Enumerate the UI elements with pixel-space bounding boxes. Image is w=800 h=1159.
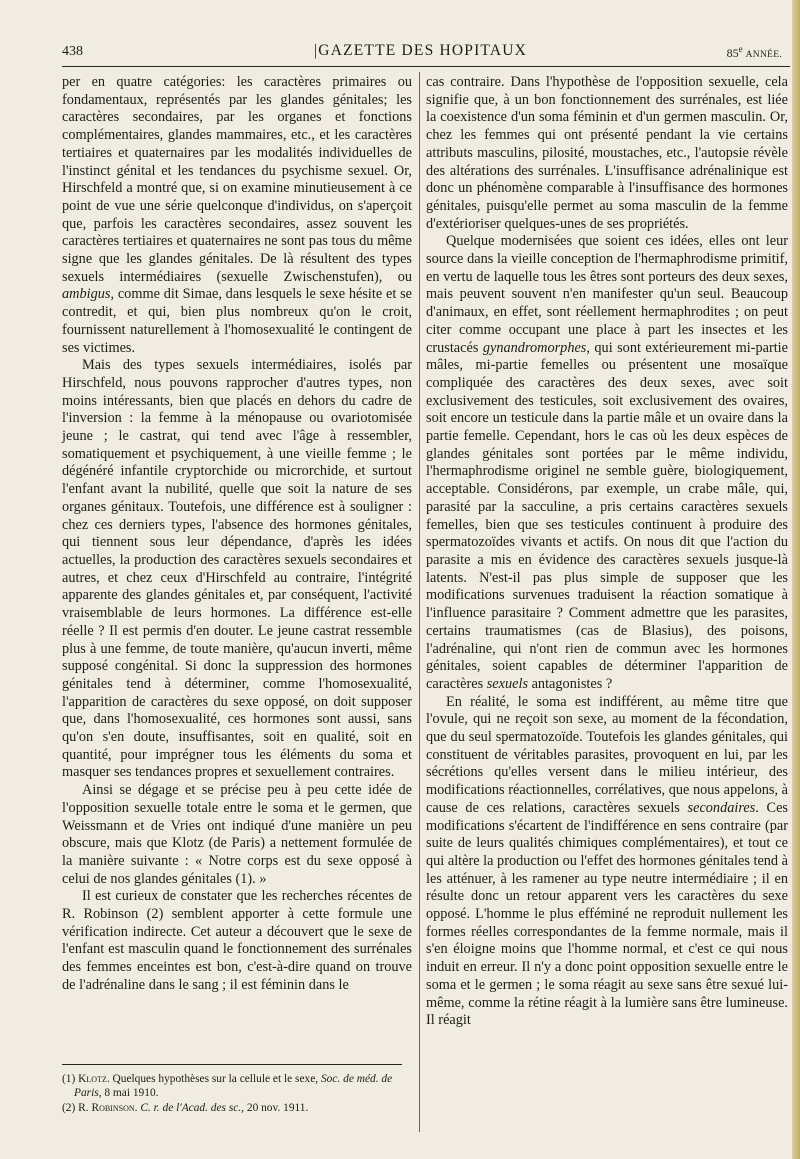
left-column <box>62 74 412 995</box>
footnote-1-number: (1) <box>62 1073 76 1085</box>
right-p2-emphasis: gynandromorphes <box>482 339 587 356</box>
page-number: 438 <box>62 44 83 59</box>
right-p2-middle: , qui sont extérieurement mi-partie mâles, mi-partie femelles ou présentent une mosaïque compliquée des caractères des deux sexes, avec soit exclusivement des testicules, soit exclusivement des ovaires, soit encore un testicule dans la partie mâle et un ovaire dans la partie femelle. Cependant, hors le cas où les deux espèces de glandes génitales sont portées par le même individu, l'hermaphrodisme originel ne semble guère, biologiquement, acceptable. Considérons, par exemple, un crabe mâle, qui, parasité par la sacculine, a pris certains caractères sexuels femelles, bien que ses testicules continuent à produire des spermatozoïdes vivants et actifs. On nous dit que l'action du parasite a mis en évidence des caractères sexuels jusque-là latents. N'est-il pas plus simple de supposer que les modifications survenues traduisent la réaction somatique à l'influence parasitaire ? Comment admettre que les parasites, certains traumatismes (cas de Blasius), des poisons, l'adrénaline, qui n'ont rien de commun avec les hormones génitales, soient capables de déterminer l'apparition de caractères <box>426 339 788 692</box>
left-paragraph-3: Ainsi se dégage et se précise peu à peu cette idée de l'opposition sexuelle totale entre le soma et le germen, que Weissmann et de Vries ont indiqué d'une manière un peu obscure, mais que Klotz (de Paris) a nettement formulée de la manière suivante : « Notre corps est du sexe opposé à celui de nos glandes génitales (1). » <box>62 782 412 887</box>
footnote-rule <box>62 1064 402 1065</box>
footnote-2-source: C. r. de l'Acad. des sc. <box>140 1101 242 1114</box>
footnotes <box>62 1072 410 1115</box>
footnote-1-text: . Quelques hypothèses sur la cellule et le sexe, <box>106 1073 319 1085</box>
year-number: 85 <box>726 46 739 60</box>
right-paragraph-1: cas contraire. Dans l'hypothèse de l'opposition sexuelle, cela signifie que, à un bon fonctionnement des surrénales, est liée la coexistence d'un soma féminin et d'un germen masculin. Or, chez les femmes qui ont présenté pendant la vie certains attributs masculins, pilosité, moustaches, etc., l'autopsie révèle des altérations des surrénales. L'insuffisance adrénalinique est donc un phénomène comparable à l'insuffisance des hormones génitales, puisqu'elle permet au soma masculin de la femme d'extérioriser quelques-unes de ses propriétés. <box>426 74 788 232</box>
left-p1-emphasis: ambigus <box>62 286 111 303</box>
left-p1-end: , comme dit Simae, dans lesquels le sexe hésite et se contredit, et qui, bien plus nombreux qu'on le croit, fournissent naturellement à l'homosexualité le contingent de ses victimes. <box>62 286 412 356</box>
year-word: ANNÉE. <box>745 50 782 60</box>
footnote-2 <box>62 1101 410 1115</box>
journal-title: |GAZETTE DES HOPITAUX <box>314 42 528 59</box>
year-suffix: e <box>738 44 743 54</box>
running-header <box>62 42 790 64</box>
column-separator <box>419 72 420 1132</box>
left-paragraph-2: Mais des types sexuels intermédiaires, isolés par Hirschfeld, nous pouvons rapprocher d'autres types, non moins intéressants, bien que placés en dehors du cadre de l'inversion : la femme à la ménopause ou ovariotomisée jeune ; le castrat, qui tend avec l'âge à ressembler, somatiquement et psychiquement, à une vieille femme ; le dégénéré infantile cryptorchide ou microrchide, et surtout l'enfant avant la nubilité, quelle que soit la nature de ses organes génitaux. Toutefois, une différence est à souligner : chez ces derniers types, l'absence des hormones génitales, qui tiennent sous leur dépendance, d'après les idées actuelles, la production des caractères sexuels secondaires et autres, et chez ceux d'Hirschfeld au contraire, l'intégrité apparente des glandes génitales et, par conséquent, l'activité vraisemblable de leurs hormones. La différence est-elle réelle ? Il est permis d'en douter. Le jeune castrat ressemble plus à une femme, de toute manière, qu'aucun inverti, même supposé congénital. Si donc la suppression des hormones génitales tend à déterminer, comme l'homosexualité, l'apparition de caractères du sexe opposé, on doit supposer que, dans l'homosexualité, ces hormones sont aussi, sans qu'on s'en doute, insuffisantes, soit en qualité, soit en quantité, pour imprégner tous les éléments du soma et masquer ses tendances propres et sexuellement contraires. <box>62 357 412 781</box>
right-p3-end: . Ces modifications s'écartent de l'indifférence en sens contraire (par suite de leurs qualités chimiques complémentaires), et tout ce qui altère la production ou l'effet des hormones génitales tend à les atténuer, à les ramener au type neutre intermédiaire ; il en résulte donc un retour apparent vers les caractères du sexe opposé. L'homme le plus efféminé ne reproduit nullement les formes réelles correspondantes de la femme normale, mais il s'en éloigne moins que l'homme normal, et c'est ce qui nous induit en erreur. Il n'y a donc point opposition sexuelle entre le soma et le germen ; le soma réagit au sexe sans être sexué lui-même, comme la rétine réagit à la lumière sans être lumineuse. Il réagit <box>426 799 789 1029</box>
right-column <box>426 74 788 1030</box>
left-paragraph-1 <box>62 74 412 357</box>
footnote-2-date: , 20 nov. 1911. <box>241 1101 309 1114</box>
left-paragraph-4: Il est curieux de constater que les recherches récentes de R. Robinson (2) semblent apporter à cette formule une vérification indirecte. Cet auteur a découvert que le sexe de l'enfant est masculin quand le fonctionnement des surrénales des femmes enceintes est bon, c'est-à-dire quand on trouve de l'adrénaline dans le sang ; il est féminin dans le <box>62 888 412 993</box>
footnote-2-initial: R. <box>78 1101 89 1114</box>
right-paragraph-3 <box>426 694 788 1030</box>
year-label <box>727 44 782 61</box>
right-paragraph-2 <box>426 233 788 693</box>
header-rule <box>62 66 790 67</box>
footnote-2-number: (2) <box>62 1101 76 1114</box>
right-p2-emphasis-2: sexuels <box>486 675 529 692</box>
footnote-1-author: Klotz <box>78 1073 107 1085</box>
right-p3-text: En réalité, le soma est indifférent, au même titre que l'ovule, qui ne reçoit son sexe, au moment de la fécondation, que du seul spermatozoïde. Toutefois les glandes génitales, qui constituent de véritables parasites, provoquent en lui, par les sécrétions qu'elles versent dans le milieu intérieur, des modifications réactionnelles, corrélatives, que nous appelons, à cause de ces relations, caractères sexuels <box>426 693 788 816</box>
page-edge-shadow <box>792 0 800 1159</box>
right-p2-end: antagonistes ? <box>528 675 613 692</box>
footnote-1-source: Soc. de méd. de Paris <box>74 1073 393 1100</box>
footnote-2-dot: . <box>134 1101 138 1114</box>
right-p2-text: Quelque modernisées que soient ces idées, elles ont leur source dans la vieille conception de l'hermaphrodisme primitif, en vertu de laquelle tous les êtres sont porteurs des deux sexes, mais peuvent souvent n'en manifester qu'un seul. Beaucoup d'animaux, en effet, sont réellement hermaphrodites ; on peut citer comme occupant une place à part les insectes et les crustacés <box>426 233 788 356</box>
footnote-1 <box>62 1072 410 1101</box>
left-p1-text: per en quatre catégories: les caractères primaires ou fondamentaux, représentés par les glandes génitales; les caractères secondaires, par les organes et fonctions complémentaires, glandes mammaires, etc., et les caractères tertiaires et quaternaires par les modalités individuelles de l'instinct génital et les tendances du psychisme sexuel. Or, Hirschfeld a montré que, si on examine minutieusement à ce point de vue une série quelconque d'individus, on s'aperçoit que, parfois les caractères secondaires, assez souvent les caractères tertiaires et quaternaires ne sont pas tous du même signe que les glandes génitales. De là résultent des types sexuels intermédiaires (sexuelle Zwischenstufen), ou <box>62 74 412 285</box>
footnote-1-date: , 8 mai 1910. <box>98 1087 159 1100</box>
footnote-2-author: Robinson <box>91 1101 135 1114</box>
right-p3-emphasis: secondaires <box>687 799 756 816</box>
